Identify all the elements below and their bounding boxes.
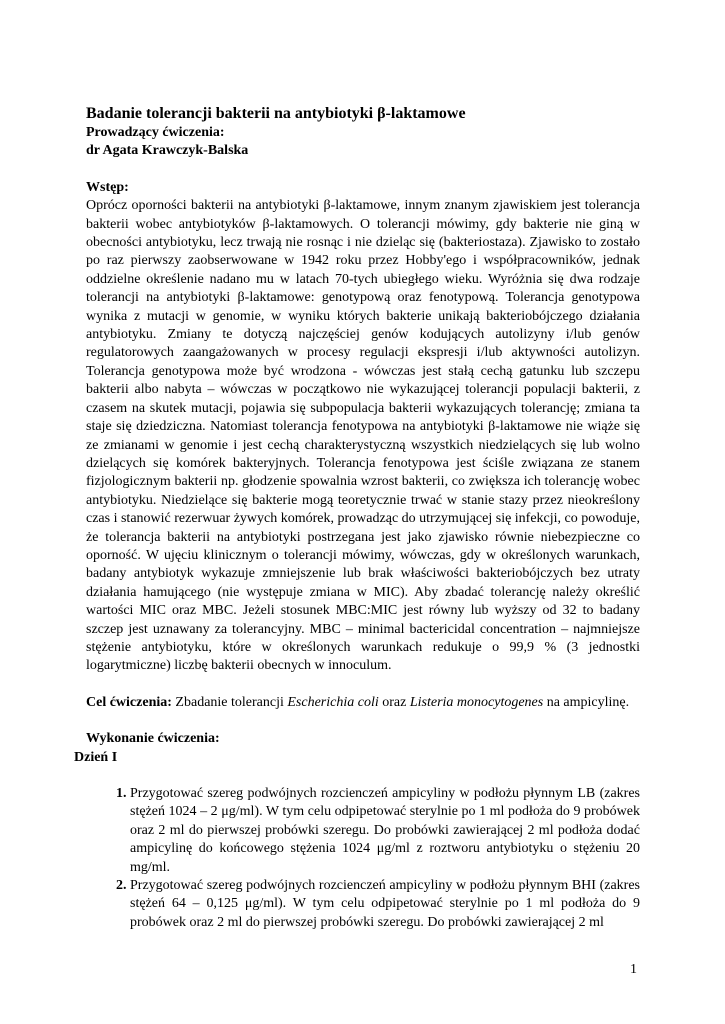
goal-paragraph <box>86 694 640 712</box>
goal-species-1: Escherichia coli <box>287 694 379 710</box>
document-title: Badanie tolerancji bakterii na antybiotyki β-laktamowe <box>86 105 466 122</box>
day-heading: Dzień I <box>74 749 118 765</box>
intro-heading: Wstęp: <box>86 179 129 195</box>
instructor-label: Prowadzący ćwiczenia: <box>86 125 225 140</box>
instructor-name: dr Agata Krawczyk-Balska <box>86 143 249 159</box>
document-page <box>74 104 640 932</box>
goal-text-1: Zbadanie tolerancji <box>171 694 288 710</box>
goal-species-2: Listeria monocytogenes <box>409 694 544 710</box>
intro-paragraph: Oprócz oporności bakterii na antybiotyki β-laktamowe, innym znanym zjawiskiem jest tolerancja bakterii wobec antybiotyków β-laktamowych. O tolerancji mówimy, gdy bakterie nie giną w obecności antybiotyku, lecz trwają nie rosnąc i nie dzieląc się (bakteriostaza). Zjawisko to zostało po raz pierwszy zaobserwowane w 1942 roku przez Hobby'ego i współpracowników, jednak oddzielne określenie nadano mu w latach 70-tych ubiegłego wieku. Wyróżnia się dwa rodzaje tolerancji na antybiotyki β-laktamowe: genotypową oraz fenotypową. Tolerancja genotypowa wynika z mutacji w genomie, w wyniku których bakterie unikają bakteriobójczego działania antybiotyku. Zmiany te dotyczą najczęściej genów kodujących autolizyny i/lub genów regulatorowych zaangażowanych w procesy regulacji ekspresji i/lub aktywności autolizyn. Tolerancja genotypowa może być wrodzona - wówczas jest stałą cechą gatunku lub szczepu bakterii albo nabyta – wówczas w początkowo nie wykazującej tolerancji populacji bakterii, z czasem na skutek mutacji, pojawia się subpopulacja bakterii wykazujących tolerancję; zmiana ta staje się dziedziczna. Natomiast tolerancja fenotypowa na antybiotyki β-laktamowe nie wiąże się ze zmianami w genomie i jest cechą charakterystyczną wszystkich niedzielących się lub wolno dzielących się komórek bakteryjnych. Tolerancja fenotypowa jest ściśle związana ze stanem fizjologicznym bakterii np. głodzenie spowalnia wzrost bakterii, co zwiększa ich tolerancję wobec antybiotyku. Niedzielące się bakterie mogą teoretycznie trwać w stanie stazy przez nieokreślony czas i stanowić rezerwuar żywych komórek, prowadząc do utrzymującej się infekcji, co powoduje, że tolerancja bakterii na antybiotyki postrzegana jest jako zjawisko równie niebezpieczne co oporność. W ujęciu klinicznym o tolerancji mówimy, wówczas, gdy w określonych warunkach, badany antybiotyk wykazuje zmniejszenie lub brak właściwości bakteriobójczych bez utraty działania hamującego (nie występuje zmiana w MIC). Aby zbadać tolerancję należy określić wartości MIC oraz MBC. Jeżeli stosunek MBC:MIC jest równy lub wyższy od 32 to badany szczep jest uznawany za tolerancyjny. MBC – minimal bactericidal concentration – najmniejsze stężenie antybiotyku, które w określonych warunkach redukuje o 99,9 % (3 jednostki logarytmiczne) liczbę bakterii obecnych w innoculum. <box>86 198 640 674</box>
steps-list <box>86 785 640 932</box>
list-item: 2. Przygotować szereg podwójnych rozcienczeń ampicyliny w podłożu płynnym BHI (zakres stężeń 64 – 0,125 μg/ml). W tym celu odpipetować sterylnie po 1 ml podłoża do 9 probówek oraz 2 ml do pierwszej probówki szeregu. Do probówki zawierającej 2 ml <box>130 877 640 932</box>
execution-heading: Wykonanie ćwiczenia: <box>86 731 220 747</box>
goal-text-2: oraz <box>378 694 410 710</box>
list-item: 1. Przygotować szereg podwójnych rozcienczeń ampicyliny w podłożu płynnym LB (zakres stężeń 1024 – 2 μg/ml). W tym celu odpipetować sterylnie po 1 ml podłoża do 9 probówek oraz 2 ml do pierwszej probówki szeregu. Do probówki zawierającej 2 ml podłoża dodać ampicylinę do końcowego stężenia 1024 μg/ml z roztworu antybiotyku o stężeniu 20 mg/ml. <box>130 785 640 877</box>
goal-label: Cel ćwiczenia: <box>86 694 172 710</box>
page-number: 1 <box>630 962 637 977</box>
goal-text-3: na ampicylinę. <box>543 694 630 710</box>
